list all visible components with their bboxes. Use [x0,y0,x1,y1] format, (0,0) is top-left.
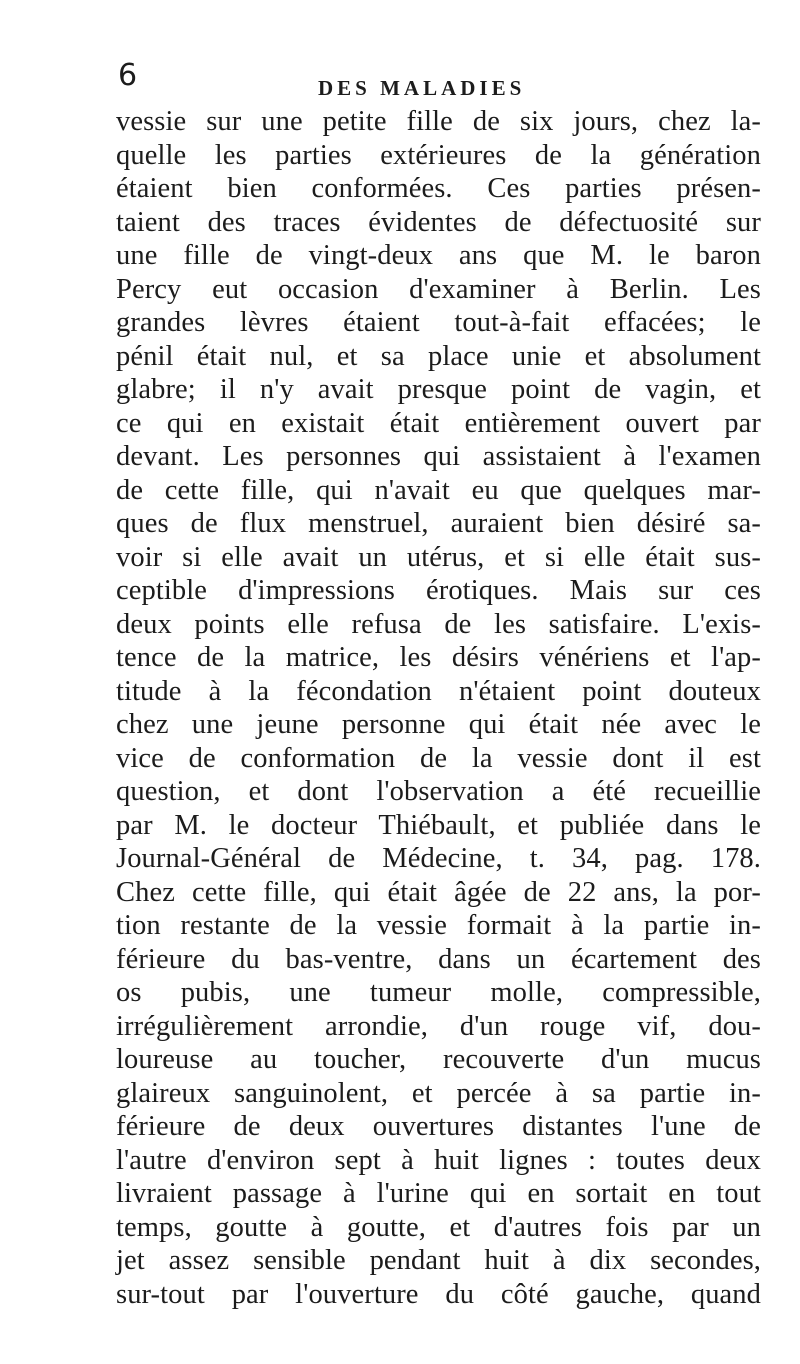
text-line: Chez cette fille, qui était âgée de 22 ans, la por- [116,876,761,908]
text-line: irrégulièrement arrondie, d'un rouge vif, dou- [116,1010,761,1042]
text-line: jet assez sensible pendant huit à dix secondes, [116,1245,761,1276]
text-line: vessie sur une petite fille de six jours, chez la- [116,106,761,137]
text-line: grandes lèvres étaient tout-à-fait effacées; le [116,307,761,338]
text-line: tion restante de la vessie formait à la partie in- [116,910,761,941]
text-line: titude à la fécondation n'étaient point douteux [116,675,761,707]
page-number: 6 [118,58,139,93]
text-line: voir si elle avait un utérus, et si elle était sus- [116,541,761,573]
text-line: os pubis, une tumeur molle, compressible, [116,977,761,1008]
text-line: loureuse au toucher, recouverte d'un mucus [116,1044,761,1075]
text-line: ceptible d'impressions érotiques. Mais sur ces [116,575,761,606]
text-line: l'autre d'environ sept à huit lignes : toutes deux [116,1144,761,1176]
text-line: pénil était nul, et sa place unie et absolument [116,340,761,372]
text-line: férieure de deux ouvertures distantes l'une de [116,1111,761,1142]
text-line: étaient bien conformées. Ces parties présen- [116,173,761,204]
text-line: férieure du bas-ventre, dans un écartement des [116,943,761,975]
text-line: tence de la matrice, les désirs vénériens et l'ap- [116,642,761,673]
text-line: Percy eut occasion d'examiner à Berlin. Les [116,273,761,305]
page-header [118,58,758,98]
text-line: sur-tout par l'ouverture du côté gauche, quand [116,1278,761,1310]
text-line: ques de flux menstruel, auraient bien désiré sa- [116,508,761,539]
text-line: par M. le docteur Thiébault, et publiée dans le [116,809,761,841]
body-text [116,105,761,1311]
text-line: question, et dont l'observation a été recueillie [116,776,761,807]
text-line: devant. Les personnes qui assistaient à l'examen [116,441,761,472]
text-line: deux points elle refusa de les satisfaire. L'exis- [116,608,761,640]
text-line: de cette fille, qui n'avait eu que quelques mar- [116,474,761,506]
text-line: chez une jeune personne qui était née avec le [116,709,761,740]
text-line: ce qui en existait était entièrement ouvert par [116,407,761,439]
text-line: livraient passage à l'urine qui en sortait en tout [116,1178,761,1209]
running-head: DES MALADIES [318,76,526,100]
text-line: quelle les parties extérieures de la génération [116,139,761,171]
text-line: une fille de vingt-deux ans que M. le baron [116,240,761,271]
text-line: taient des traces évidentes de défectuosité sur [116,206,761,238]
text-line: glaireux sanguinolent, et percée à sa partie in- [116,1077,761,1109]
text-line: glabre; il n'y avait presque point de vagin, et [116,374,761,405]
text-line: temps, goutte à goutte, et d'autres fois par un [116,1211,761,1243]
text-line: Journal-Général de Médecine, t. 34, pag. 178. [116,843,761,874]
text-line: vice de conformation de la vessie dont il est [116,742,761,774]
